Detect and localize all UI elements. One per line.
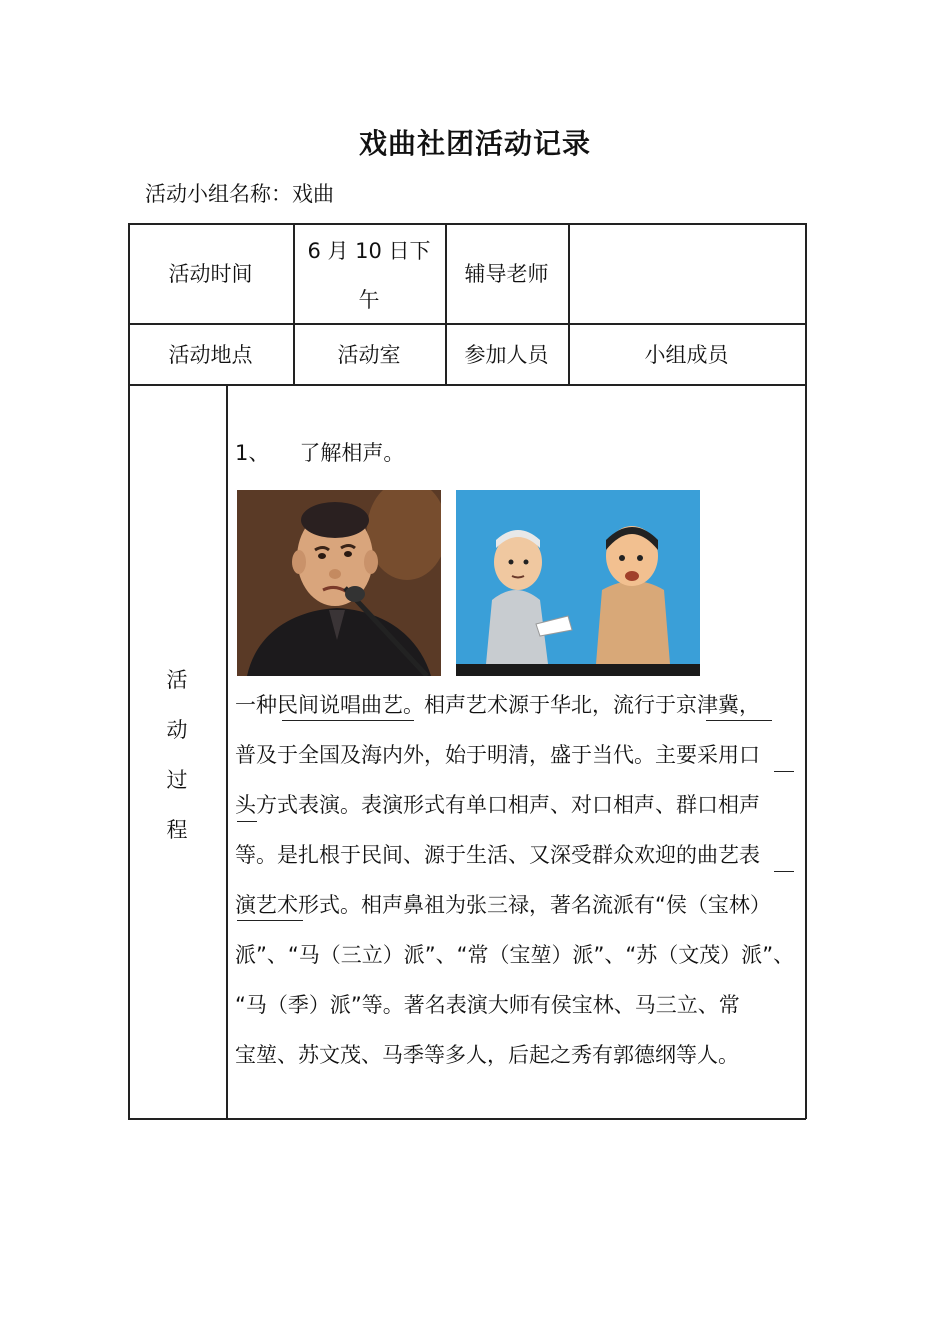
paragraph-line: 演艺术形式。相声鼻祖为张三禄，著名流派有“侯（宝林） (235, 893, 771, 917)
paragraph-line: 宝堃、苏文茂、马季等多人，后起之秀有郭德纲等人。 (235, 1043, 739, 1067)
page-title: 戏曲社团活动记录 (358, 127, 591, 160)
time-value-line2: 午 (358, 288, 380, 312)
heading-number: 1、 (235, 441, 270, 465)
participants-label: 参加人员 (464, 342, 549, 367)
paragraph-line: “马（季）派”等。著名表演大师有侯宝林、马三立、常 (235, 993, 740, 1017)
content-heading (235, 437, 404, 467)
teacher-label: 辅导老师 (464, 262, 549, 286)
underline-mark (774, 771, 794, 772)
heading-text: 了解相声。 (299, 441, 405, 465)
process-label (128, 655, 226, 855)
process-char: 过 (166, 768, 188, 792)
place-value: 活动室 (337, 342, 401, 367)
underline-mark (282, 720, 414, 721)
teacher-value (568, 223, 805, 323)
process-char: 动 (166, 718, 188, 742)
time-value (293, 223, 445, 327)
content-paragraph (235, 680, 815, 1080)
participants-value: 小组成员 (644, 342, 729, 367)
process-char: 程 (166, 818, 188, 842)
underline-mark (237, 920, 303, 921)
group-name: 活动小组名称：戏曲 (145, 182, 334, 206)
place-label: 活动地点 (168, 342, 253, 367)
performer-photo (237, 490, 441, 676)
underline-mark (706, 720, 772, 721)
paragraph-line: 派”、“马（三立）派”、“常（宝堃）派”、“苏（文茂）派”、 (235, 943, 795, 967)
paragraph-line: 等。是扎根于民间、源于生活、又深受群众欢迎的曲艺表 (235, 843, 760, 867)
paragraph-line: 普及于全国及海内外，始于明清，盛于当代。主要采用口 (235, 743, 760, 767)
paragraph-line: 头方式表演。表演形式有单口相声、对口相声、群口相声 (235, 793, 760, 817)
process-char: 活 (166, 668, 188, 692)
crosstalk-cartoon (456, 490, 700, 676)
time-value-line1: 6 月 10 日下 (307, 239, 431, 263)
time-label: 活动时间 (168, 262, 253, 286)
underline-mark (237, 821, 257, 822)
underline-mark (774, 871, 794, 872)
paragraph-line: 一种民间说唱曲艺。相声艺术源于华北，流行于京津冀， (235, 693, 760, 717)
